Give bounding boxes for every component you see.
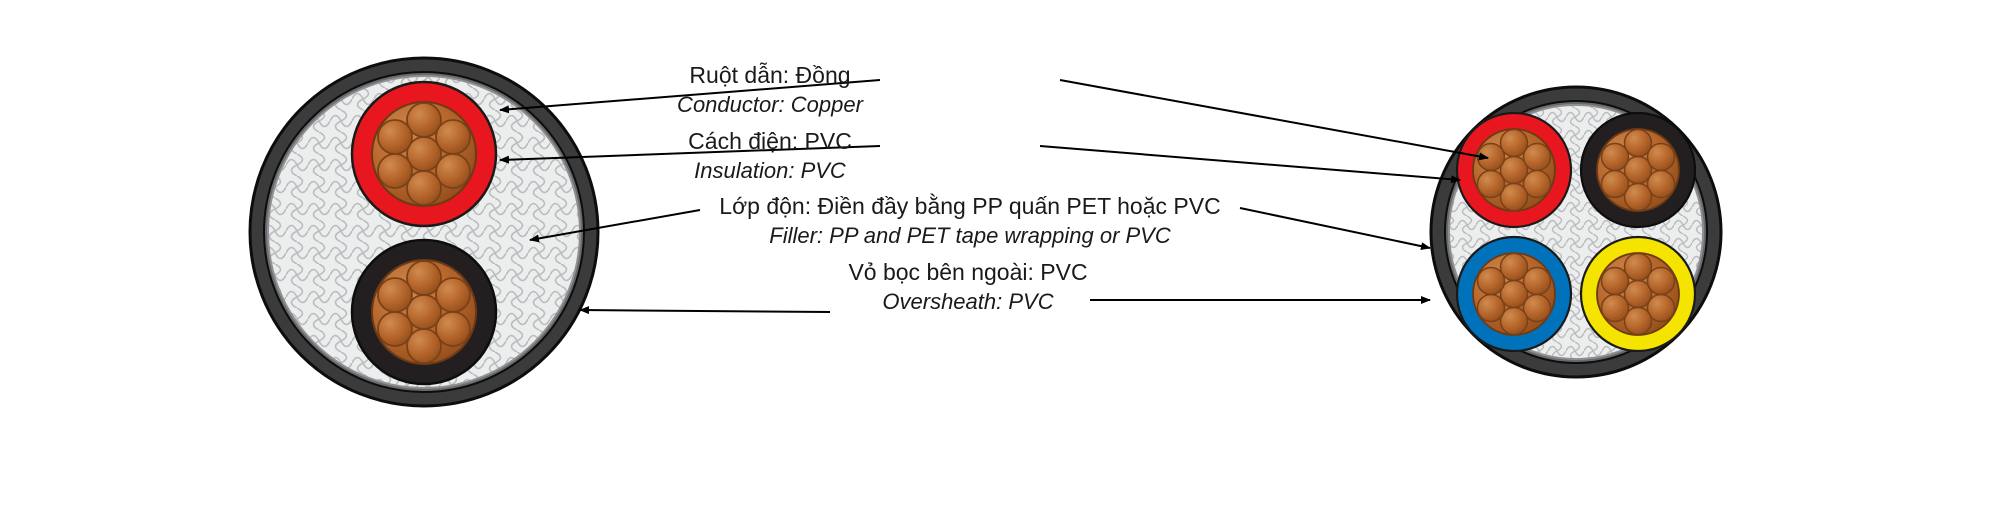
two-core-cable [250, 58, 598, 406]
core-yellow [1581, 237, 1695, 351]
core-blue [1457, 237, 1571, 351]
label-insulation-en: Insulation: PVC [694, 158, 846, 183]
core-black [1581, 113, 1695, 227]
core-black [352, 240, 496, 384]
leader-conductor-left [500, 80, 880, 110]
label-oversheath-vi: Vỏ bọc bên ngoài: PVC [848, 259, 1088, 285]
label-conductor-vi: Ruột dẫn: Đồng [689, 62, 851, 88]
label-oversheath-en: Oversheath: PVC [882, 289, 1054, 314]
leader-oversheath-left [580, 310, 830, 312]
core-red [352, 82, 496, 226]
leader-lines [500, 80, 1488, 312]
label-insulation-vi: Cách điện: PVC [688, 128, 852, 154]
leader-insulation-right [1040, 146, 1460, 180]
leader-filler-right [1240, 208, 1430, 248]
label-conductor-en: Conductor: Copper [677, 92, 863, 117]
core-red [1457, 113, 1571, 227]
label-filler-vi: Lớp độn: Điền đầy bằng PP quấn PET hoặc PVC [719, 193, 1221, 219]
leader-conductor-right [1060, 80, 1488, 158]
label-filler-en: Filler: PP and PET tape wrapping or PVC [769, 223, 1171, 248]
four-core-cable [1431, 87, 1721, 377]
